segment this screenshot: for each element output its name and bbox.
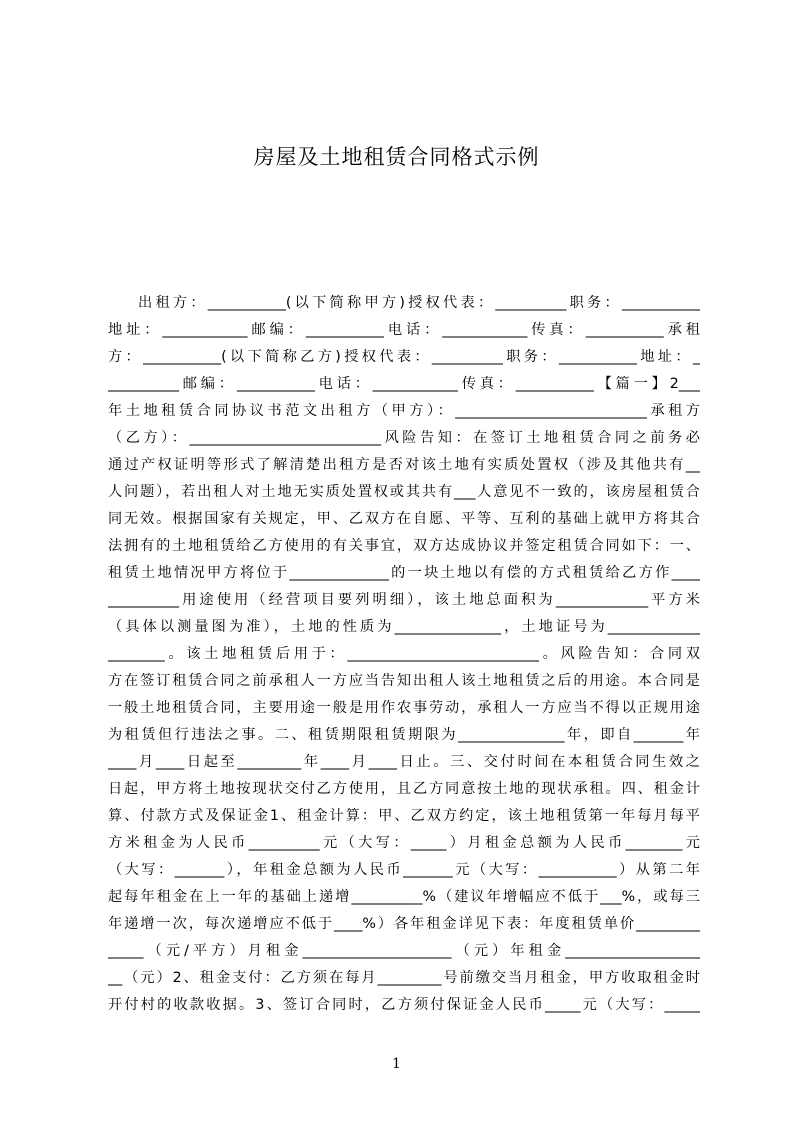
body-line: ____月____日起至_________年____月____日止。三、交付时间在本租赁合同生效之 bbox=[108, 754, 700, 770]
page-number: 1 bbox=[392, 1056, 401, 1072]
document-title: 房屋及土地租赁合同格式示例 bbox=[253, 145, 540, 169]
body-line: 为租赁但行违法之事。二、租赁期限租赁期限为_______________年，即自_______年 bbox=[108, 727, 700, 743]
body-line: （具体以测量图为准），土地的性质为_______________，土地证号为_____________ bbox=[108, 619, 700, 635]
body-line: 起每年租金在上一年的基础上递增__________%（建议年增幅应不低于___%，或每三 bbox=[108, 889, 700, 905]
body-line: 日起，甲方将土地按现状交付乙方使用，且乙方同意按土地的现状承租。四、租金计 bbox=[108, 781, 700, 797]
body-line: 同无效。根据国家有关规定，甲、乙双方在自愿、平等、互利的基础上就甲方将其合 bbox=[108, 511, 700, 527]
body-line: 年土地租赁合同协议书范文出租方（甲方）：___________________________承租方 bbox=[108, 403, 700, 419]
body-line: 算、付款方式及保证金1、租金计算：甲、乙双方约定，该土地租赁第一年每月每平 bbox=[108, 808, 700, 824]
body-line: ________。该土地租赁后用于：___________________________。风险告知：合同双 bbox=[108, 646, 700, 662]
body-line: _____（元/平方）月租金_____________________（元）年租金___________________ bbox=[108, 943, 700, 959]
body-line: __________邮编：___________电话：____________传真：___________【篇一】2___ bbox=[108, 376, 700, 392]
body-line: 法拥有的土地租赁给乙方使用的有关事宜，双方达成协议并签定租赁合同如下：一、 bbox=[108, 538, 700, 554]
body-line: __________用途使用（经营项目要列明细），该土地总面积为_____________平方米 bbox=[108, 592, 700, 608]
body-line: 一般土地租赁合同，主要用途一般是用作农事劳动，承租人一方应当不得以正规用途 bbox=[108, 700, 700, 716]
body-line: 方：___________(以下简称乙方)授权代表：__________职务：___________地址：_ bbox=[108, 349, 700, 365]
body-line: 方在签订租赁合同之前承租人一方应当告知出租人该土地租赁之后的用途。本合同是 bbox=[108, 673, 700, 689]
body-line: 开付村的收款收据。3、签订合同时，乙方须付保证金人民币_____元（大写：_____ bbox=[108, 997, 700, 1013]
body-line: 年递增一次，每次递增应不低于____%）各年租金详见下表：年度租赁单价_________ bbox=[108, 916, 700, 932]
body-line: __（元）2、租金支付：乙方须在每月_________号前缴交当月租金，甲方收取租金时 bbox=[108, 970, 700, 986]
body-line: 通过产权证明等形式了解清楚出租方是否对该土地有实质处置权（涉及其他共有__ bbox=[108, 457, 700, 473]
body-line: 地址：____________邮编：___________电话：____________传真：___________承租 bbox=[108, 322, 700, 338]
body-line: 方米租金为人民币__________元（大写：_____）月租金总额为人民币________元 bbox=[108, 835, 700, 851]
contract-body bbox=[108, 290, 700, 1019]
body-line: 人问题），若出租人对土地无实质处置权或其共有___人意见不一致的，该房屋租赁合 bbox=[108, 484, 700, 500]
body-line: （大写：_______），年租金总额为人民币_______元（大写：___________）从第二年 bbox=[108, 862, 700, 878]
body-line: 出租方：___________(以下简称甲方)授权代表：__________职务：___________ bbox=[138, 295, 700, 311]
body-line: （乙方）：___________________________风险告知：在签订土地租赁合同之前务必 bbox=[108, 430, 700, 446]
body-line: 租赁土地情况甲方将位于______________的一块土地以有偿的方式租赁给乙方作____ bbox=[108, 565, 700, 581]
